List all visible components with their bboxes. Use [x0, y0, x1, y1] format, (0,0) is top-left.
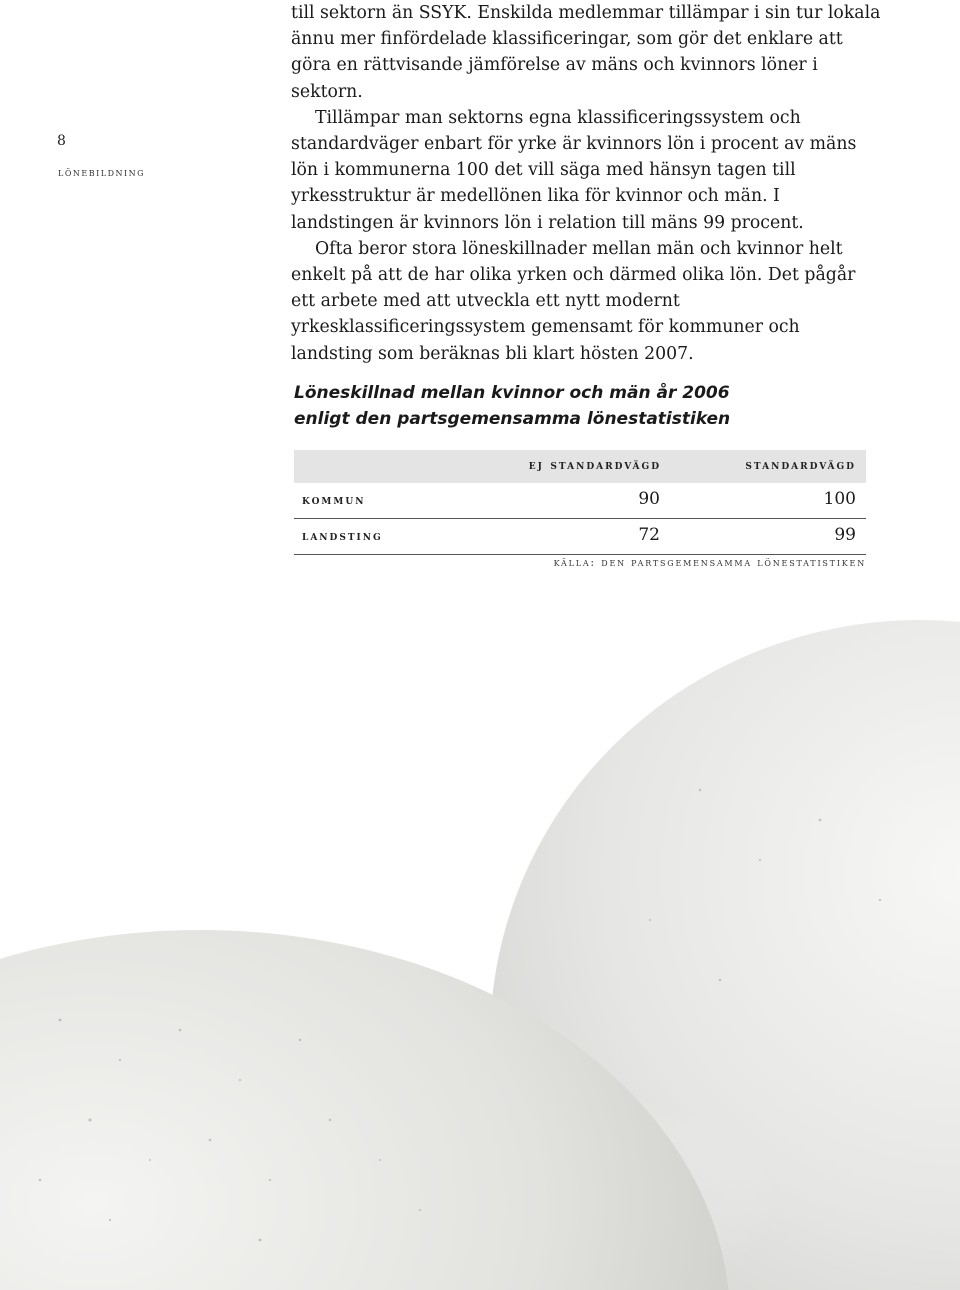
section-label: lönebildning	[58, 166, 146, 179]
row-label-landsting: landsting	[302, 529, 383, 544]
paragraph-2: Tillämpar man sektorns egna klassificeringssystem och standardväger enbart för yrke är kvinnors lön i procent av mäns lön i kommunerna 100 det vill säga med hänsyn tagen till yrkesstruktur är medellönen lika för kvinnor och män. I landstingen är kvinnors lön i relation till mäns 99 procent.	[291, 107, 857, 233]
column-header-weighted: standardvägd	[745, 458, 856, 473]
cell-kommun-weighted: 100	[823, 489, 856, 509]
paragraph-1: till sektorn än SSYK. Enskilda medlemmar tillämpar i sin tur lokala ännu mer finfördelade klassificeringar, som gör det enklare att göra en rättvisande jämförelse av mäns och kvinnors löner i sektorn.	[291, 3, 881, 102]
cell-landsting-weighted: 99	[834, 525, 856, 545]
table-caption-line-2: enligt den partsgemensamma lönestatistiken	[294, 409, 731, 429]
stones-photo	[0, 560, 960, 1290]
body-text	[291, 0, 881, 367]
cell-kommun-unweighted: 90	[638, 489, 660, 509]
table-caption	[294, 380, 730, 432]
paragraph-3: Ofta beror stora löneskillnader mellan män och kvinnor helt enkelt på att de har olika yrken och därmed olika lön. Det pågår ett arbete med att utveckla ett nytt modernt yrkesklassificeringssystem gemensamt för kommuner och landsting som beräknas bli klart hösten 2007.	[291, 238, 856, 364]
row-label-kommun: kommun	[302, 493, 366, 508]
table-row	[294, 483, 866, 519]
table-caption-line-1: Löneskillnad mellan kvinnor och män år 2006	[294, 383, 730, 403]
cell-landsting-unweighted: 72	[638, 525, 660, 545]
column-header-unweighted: ej standardvägd	[528, 458, 661, 473]
table-source: källa: den partsgemensamma lönestatistiken	[553, 556, 866, 569]
salary-gap-table	[294, 450, 866, 569]
table-header	[294, 450, 866, 483]
table-row	[294, 519, 866, 555]
page-number: 8	[57, 133, 66, 149]
row-divider	[294, 554, 866, 555]
